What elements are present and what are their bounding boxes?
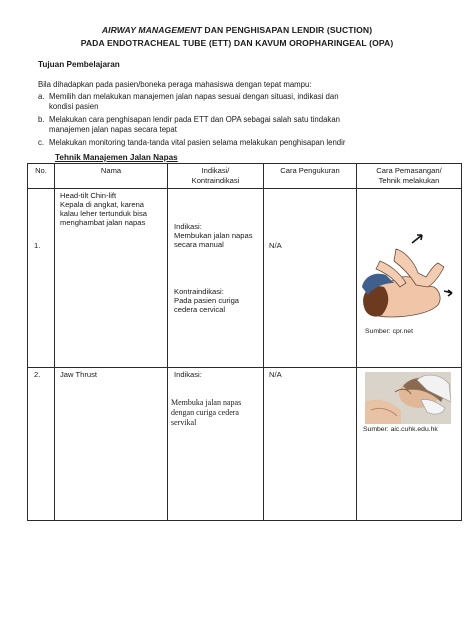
cell-nama	[55, 368, 168, 521]
indikasi-text: Membukan jalan napas	[174, 231, 253, 240]
head-tilt-chin-lift-illustration	[360, 221, 460, 326]
tujuan-intro: Bila dihadapkan pada pasien/boneka peraga mahasiswa dengan tepat mampu:	[38, 80, 312, 89]
list-item-line: manajemen jalan napas secara tepat	[49, 125, 177, 134]
column-header-label: Nama	[100, 166, 122, 175]
list-item	[38, 92, 428, 112]
list-marker: c.	[38, 138, 45, 147]
column-header-label: Indikasi/	[201, 166, 230, 175]
tujuan-heading: Tujuan Pembelajaran	[38, 60, 120, 69]
column-header-cara-pemasangan	[357, 164, 462, 189]
technique-desc: menghambat jalan napas	[60, 218, 146, 227]
jaw-thrust-illustration	[365, 372, 451, 424]
cell-cara-pemasangan	[357, 368, 462, 521]
airway-technique-table	[27, 163, 462, 521]
cell-cara-pengukuran	[264, 189, 357, 368]
indikasi-text: secara manual	[174, 240, 224, 249]
document-title	[20, 25, 454, 35]
cell-cara-pemasangan	[357, 189, 462, 368]
table-header-row	[28, 164, 462, 189]
tehnik-heading: Tehnik Manajemen Jalan Napas	[55, 153, 178, 162]
document-subtitle: PADA ENDOTRACHEAL TUBE (ETT) DAN KAVUM OROPHARINGEAL (OPA)	[80, 38, 394, 48]
list-marker: b.	[38, 115, 45, 124]
technique-desc: Kepala di angkat, karena	[60, 200, 145, 209]
table-row	[28, 189, 462, 368]
list-item-line: Memilih dan melakukan manajemen jalan napas sesuai dengan situasi, indikasi dan	[49, 92, 339, 101]
title-italic: AIRWAY MANAGEMENT	[101, 25, 202, 35]
kontraindikasi-label: Kontraindikasi:	[174, 287, 224, 296]
indikasi-text: servikal	[171, 418, 197, 427]
list-item	[38, 138, 428, 148]
list-item-line: kondisi pasien	[49, 102, 99, 111]
column-header-indikasi	[168, 164, 264, 189]
cell-cara-pengukuran	[264, 368, 357, 521]
indikasi-text: Membuka jalan napas	[171, 398, 242, 407]
column-header-label: No.	[35, 166, 47, 175]
technique-name: Jaw Thrust	[60, 370, 97, 379]
cell-nama	[55, 189, 168, 368]
image-source: Sumber: cpr.net	[365, 328, 413, 335]
column-header-nama	[55, 164, 168, 189]
list-item-line: Melakukan cara penghisapan lendir pada ETT dan OPA sebagai salah satu tindakan	[49, 115, 340, 124]
column-header-label: Cara Pemasangan/	[376, 166, 442, 175]
cara-pengukuran-value: N/A	[269, 241, 282, 250]
row-number: 2.	[34, 370, 41, 379]
list-item-line: Melakukan monitoring tanda-tanda vital pasien selama melakukan penghisapan lendir	[49, 138, 346, 147]
table-row	[28, 368, 462, 521]
title-rest: DAN PENGHISAPAN LENDIR (SUCTION)	[201, 25, 373, 35]
column-header-label: Tehnik melakukan	[378, 176, 440, 185]
list-marker: a.	[38, 92, 45, 101]
column-header-label: Kontraindikasi	[191, 176, 240, 185]
indikasi-label: Indikasi:	[174, 370, 202, 379]
image-source: Sumber: aic.cuhk.edu.hk	[363, 426, 438, 433]
list-item	[38, 115, 428, 135]
tujuan-list	[38, 92, 428, 151]
technique-name: Head-tilt Chin-lift	[60, 191, 117, 200]
column-header-no	[28, 164, 55, 189]
technique-desc: kalau leher tertunduk bisa	[60, 209, 147, 218]
column-header-label: Cara Pengukuran	[280, 166, 340, 175]
cell-no	[28, 189, 55, 368]
kontraindikasi-text: Pada pasien curiga	[174, 296, 240, 305]
cara-pengukuran-value: N/A	[269, 370, 282, 379]
cell-no	[28, 368, 55, 521]
column-header-cara-pengukuran	[264, 164, 357, 189]
kontraindikasi-text: cedera cervical	[174, 305, 226, 314]
indikasi-text: dengan curiga cedera	[171, 408, 239, 417]
cell-indikasi	[168, 189, 264, 368]
cell-indikasi	[168, 368, 264, 521]
indikasi-label: Indikasi:	[174, 222, 202, 231]
row-number: 1.	[34, 241, 41, 250]
